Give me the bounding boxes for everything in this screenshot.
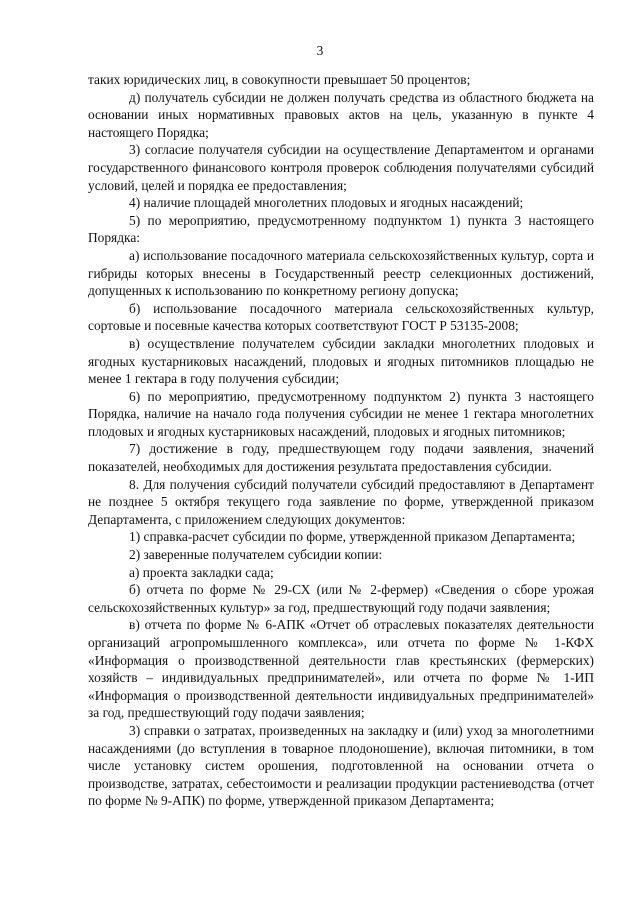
page-number: 3 [316,43,324,58]
paragraph-item-6: 6) по мероприятию, предусмотренному подпунктом 2) пункта 3 настоящего Порядка, наличие на начало года получения субсидии не менее 1 гектара многолетних плодовых и ягодных кустарниковых насаждений, плодовых и ягодных питомников; [88,388,594,439]
paragraph-section-8: 8. Для получения субсидий получатели субсидий предоставляют в Департамент не позднее 5 октября текущего года заявление по форме, утвержденной приказом Департамента, с приложением следующих документов: [88,476,594,527]
paragraph-doc-3: 3) справки о затратах, произведенных на закладку и (или) уход за многолетними насаждениями (до вступления в товарное плодоношение), включая питомники, в том числе установку систем орошения, подготовленной на основании отчета о производстве, затратах, себестоимости и реализации продукции растениеводства (отчет по форме № 9-АПК) по форме, утвержденной приказом Департамента; [88,722,594,809]
paragraph-item-7: 7) достижение в году, предшествующем году подачи заявления, значений показателей, необходимых для достижения результата предоставления субсидии. [88,441,594,475]
paragraph-doc-2: 2) заверенные получателем субсидии копии: [129,547,383,563]
paragraph-item-5b: б) использование посадочного материала сельскохозяйственных культур, сортовые и посевные качества которых соответствуют ГОСТ Р 53135-2008; [88,300,594,334]
paragraph-doc-1: 1) справка-расчет субсидии по форме, утвержденной приказом Департамента; [129,529,576,545]
paragraph-item-3: 3) согласие получателя субсидии на осуществление Департаментом и органами государственного финансового контроля проверок соблюдения получателями субсидий условий, целей и порядка ее предоставления; [88,142,594,193]
paragraph-continuation: таких юридических лиц, в совокупности превышает 50 процентов; [88,72,471,87]
paragraph-condition-d: д) получатель субсидии не должен получать средства из областного бюджета на основании иных нормативных правовых актов на цель, указанную в пункте 4 настоящего Порядка; [88,89,594,140]
paragraph-item-5: 5) по мероприятию, предусмотренному подпунктом 1) пункта 3 настоящего Порядка: [88,212,594,246]
paragraph-item-5v: в) осуществление получателем субсидии закладки многолетних плодовых и ягодных кустарниковых насаждений, плодовых и ягодных питомников площадью не менее 1 гектара в году получения субсидии; [88,335,594,387]
paragraph-item-4: 4) наличие площадей многолетних плодовых и ягодных насаждений; [129,195,524,211]
document-body [88,71,594,810]
paragraph-doc-2a: а) проекта закладки сада; [129,564,274,580]
paragraph-item-5a: а) использование посадочного материала сельскохозяйственных культур, сорта и гибриды которых внесены в Государственный реестр селекционных достижений, допущенных к использованию по конкретному региону допуска; [88,247,594,299]
paragraph-doc-2v: в) отчета по форме № 6-АПК «Отчет об отраслевых показателях деятельности организаций агропромышленного комплекса», или отчета по форме № 1-КФХ «Информация о производственной деятельности глав крестьянских (фермерских) хозяйств – индивидуальных предпринимателей», или отчета по форме № 1-ИП «Информация о производственной деятельности индивидуальных предпринимателей» за год, предшествующий году подачи заявления; [88,617,594,721]
paragraph-doc-2b: б) отчета по форме № 29-СХ (или № 2-фермер) «Сведения о сборе урожая сельскохозяйственных культур» за год, предшествующий году подачи заявления; [88,582,594,615]
